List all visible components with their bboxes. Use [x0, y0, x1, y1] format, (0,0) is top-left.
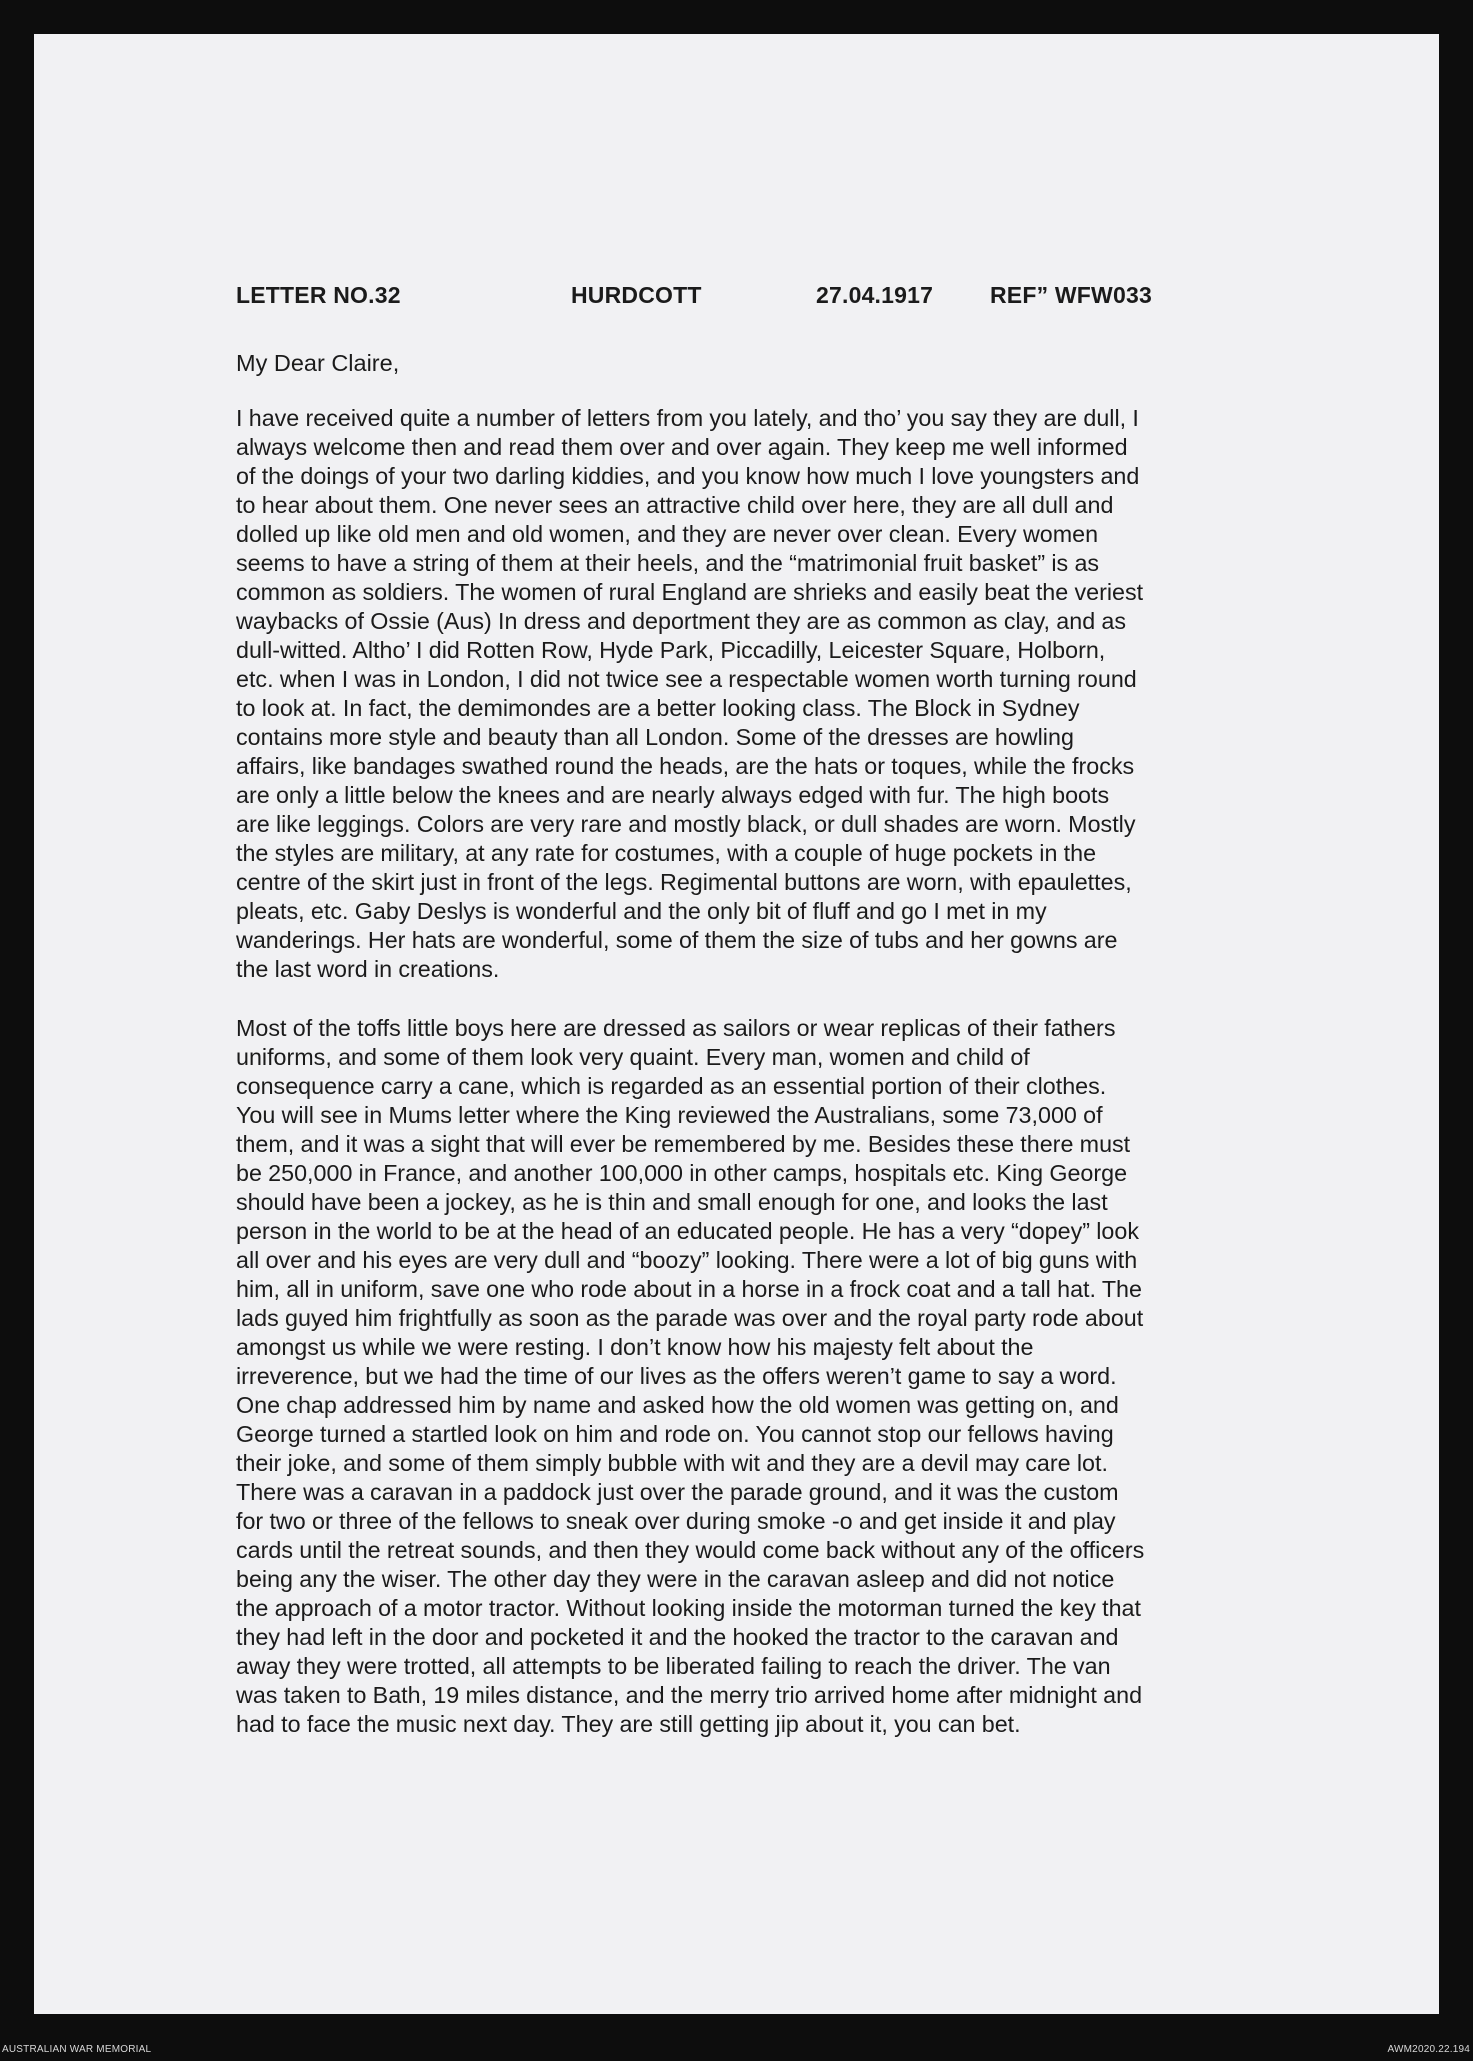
archive-credit: AUSTRALIAN WAR MEMORIAL — [2, 2044, 152, 2055]
letter-header — [236, 282, 1276, 322]
letter-place: HURDCOTT — [571, 282, 702, 308]
archive-accession-number: AWM2020.22.194 — [1387, 2044, 1470, 2055]
letter-reference: REF” WFW033 — [990, 282, 1152, 308]
document-page — [34, 34, 1439, 2014]
paragraph-1: I have received quite a number of letters from you lately, and tho’ you say they are dull, I always welcome then and read them over and over again. They keep me well informed of the doings of your two darling kiddies, and you know how much I love youngsters and to hear about them. One never sees an attractive child over here, they are all dull and dolled up like old men and old women, and they are never over clean. Every women seems to have a string of them at their heels, and the “matrimonial fruit basket” is as common as soldiers. The women of rural England are shrieks and easily beat the veriest waybacks of Ossie (Aus) In dress and deportment they are as common as clay, and as dull-witted. Altho’ I did Rotten Row, Hyde Park, Piccadilly, Leicester Square, Holborn, etc. when I was in London, I did not twice see a respectable women worth turning round to look at. In fact, the demimondes are a better looking class. The Block in Sydney contains more style and beauty than all London. Some of the dresses are howling affairs, like bandages swathed round the heads, are the hats or toques, while the frocks are only a little below the knees and are nearly always edged with fur. The high boots are like leggings. Colors are very rare and mostly black, or dull shades are worn. Mostly the styles are military, at any rate for costumes, with a couple of huge pockets in the centre of the skirt just in front of the legs. Regimental buttons are worn, with epaulettes, pleats, etc. Gaby Deslys is wonderful and the only bit of fluff and go I met in my wanderings. Her hats are wonderful, some of them the size of tubs and her gowns are the last word in creations. — [236, 405, 1144, 982]
letter-body — [236, 282, 1276, 1739]
letter-date: 27.04.1917 — [816, 282, 934, 308]
letter-number: LETTER NO.32 — [236, 282, 401, 308]
paragraph-2: Most of the toffs little boys here are dressed as sailors or wear replicas of their fathers uniforms, and some of them look very quaint. Every man, women and child of consequence carry a cane, which is regarded as an essential portion of their clothes. You will see in Mums letter where the King reviewed the Australians, some 73,000 of them, and it was a sight that will ever be remembered by me. Besides these there must be 250,000 in France, and another 100,000 in other camps, hospitals etc. King George should have been a jockey, as he is thin and small enough for one, and looks the last person in the world to be at the head of an educated people. He has a very “dopey” look all over and his eyes are very dull and “boozy” looking. There were a lot of big guns with him, all in uniform, save one who rode about in a horse in a frock coat and a tall hat. The lads guyed him frightfully as soon as the parade was over and the royal party rode about amongst us while we were resting. I don’t know how his majesty felt about the irreverence, but we had the time of our lives as the offers weren’t game to say a word. One chap addressed him by name and asked how the old women was getting on, and George turned a startled look on him and rode on. You cannot stop our fellows having their joke, and some of them simply bubble with wit and they are a devil may care lot. There was a caravan in a paddock just over the parade ground, and it was the custom for two or three of the fellows to sneak over during smoke -o and get inside it and play cards until the retreat sounds, and then they would come back without any of the officers being any the wiser. The other day they were in the caravan asleep and did not notice the approach of a motor tractor. Without looking inside the motorman turned the key that they had left in the door and pocketed it and the hooked the tractor to the caravan and away they were trotted, all attempts to be liberated failing to reach the driver. The van was taken to Bath, 19 miles distance, and the merry trio arrived home after midnight and had to face the music next day. They are still getting jip about it, you can bet. — [236, 1015, 1145, 1737]
salutation: My Dear Claire, — [236, 350, 400, 376]
